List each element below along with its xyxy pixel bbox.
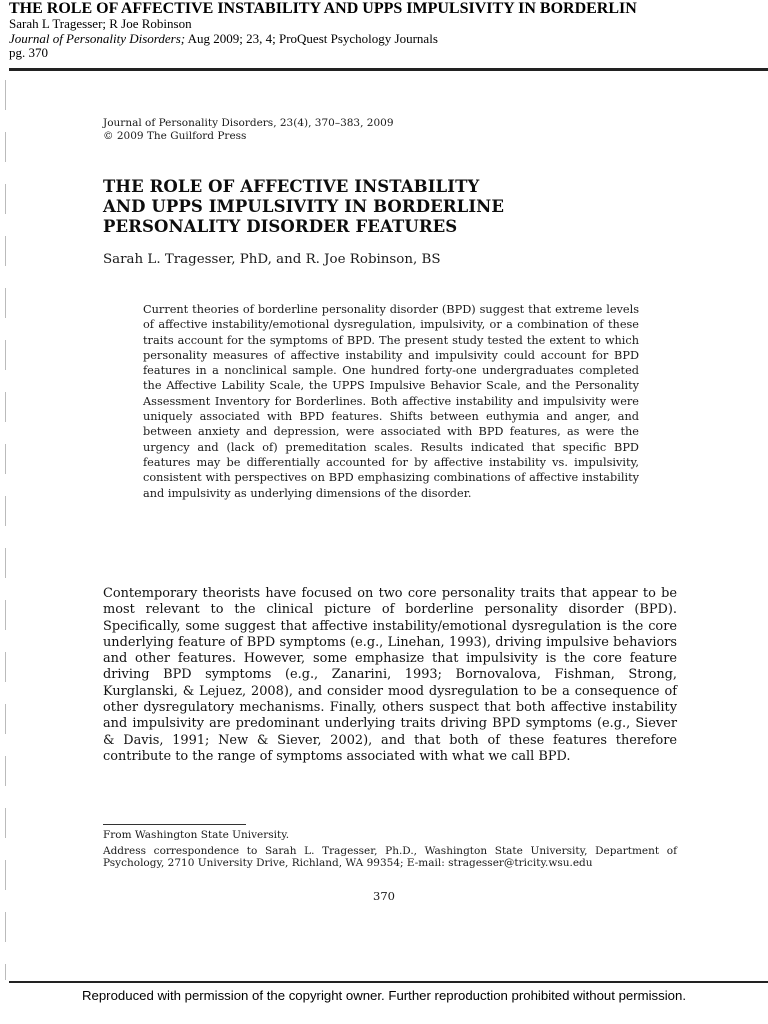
footer-divider (9, 981, 768, 983)
footnote-affiliation: From Washington State University. (103, 829, 290, 841)
article-title (103, 177, 623, 237)
article-authors: Sarah L. Tragesser, PhD, and R. Joe Robinson, BS (103, 252, 441, 267)
abstract: Current theories of borderline personality disorder (BPD) suggest that extreme levels of affective instability/emotional dysregulation, impulsivity, or a combination of these traits account for the symptoms of BPD. The present study tested the extent to which personality measures of affective instability and impulsivity could account for BPD features in a nonclinical sample. One hundred forty-one undergraduates completed the Affective Lability Scale, the UPPS Impulsive Behavior Scale, and the Personality Assessment Inventory for Borderlines. Both affective instability and impulsivity were uniquely associated with BPD features. Shifts between euthymia and anger, and between anxiety and depression, were associated with BPD features, as were the urgency and (lack of) premeditation scales. Results indicated that specific BPD features may be differentially accounted for by affective instability vs. impulsivity, consistent with perspectives on BPD emphasizing combinations of affective instability and impulsivity as underlying dimensions of the disorder. (143, 303, 639, 500)
footnote-correspondence: Address correspondence to Sarah L. Tragesser, Ph.D., Washington State University, Department of Psychology, 2710 University Drive, Richland, WA 99354; E-mail: stragesser@tricity.wsu.edu (103, 845, 677, 870)
title-line: THE ROLE OF AFFECTIVE INSTABILITY (103, 177, 480, 196)
title-line: AND UPPS IMPULSIVITY IN BORDERLINE (103, 197, 504, 216)
footnote-divider (103, 824, 246, 825)
page-number: 370 (373, 889, 395, 903)
header-authors: Sarah L Tragesser; R Joe Robinson (9, 16, 192, 31)
header-page: pg. 370 (9, 45, 48, 60)
scanned-page (0, 80, 768, 980)
permission-notice: Reproduced with permission of the copyright owner. Further reproduction prohibited without permission. (81, 988, 686, 1003)
scan-edge (5, 80, 6, 980)
journal-details: Aug 2009; 23, 4; ProQuest Psychology Journals (185, 30, 438, 46)
header-divider (9, 68, 768, 71)
copyright-line: © 2009 The Guilford Press (103, 130, 247, 142)
citation-line: Journal of Personality Disorders, 23(4), 370–383, 2009 (103, 117, 394, 129)
title-line: PERSONALITY DISORDER FEATURES (103, 217, 458, 236)
document-title: THE ROLE OF AFFECTIVE INSTABILITY AND UPPS IMPULSIVITY IN BORDERLIN (9, 0, 637, 17)
journal-citation (103, 117, 394, 143)
body-paragraph: Contemporary theorists have focused on two core personality traits that appear to be most relevant to the clinical picture of borderline personality disorder (BPD). Specifically, some suggest that affective instability/emotional dysregulation is the core underlying feature of BPD symptoms (e.g., Linehan, 1993), driving impulsive behaviors and other features. However, some emphasize that impulsivity is the core feature driving BPD symptoms (e.g., Zanarini, 1993; Bornovalova, Fishman, Strong, Kurglanski, & Lejuez, 2008), and consider mood dysregulation to be a consequence of other dysregulatory mechanisms. Finally, others suspect that both affective instability and impulsivity are predominant underlying traits driving BPD symptoms (e.g., Siever & Davis, 1991; New & Siever, 2002), and that both of these features therefore contribute to the range of symptoms associated with what we call BPD. (103, 586, 677, 764)
proquest-header (9, 0, 768, 61)
header-source (9, 32, 768, 47)
journal-name: Journal of Personality Disorders; (9, 30, 186, 46)
